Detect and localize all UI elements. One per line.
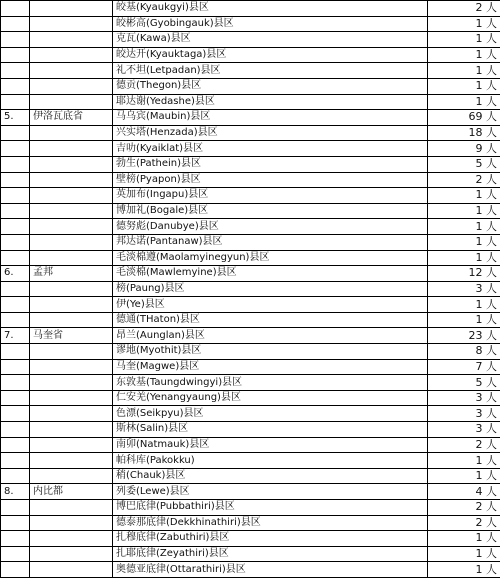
person-count-cell: 1 人 [428,312,500,328]
row-number-cell [1,422,30,438]
row-number-cell [1,312,30,328]
township-name-cell: 德通(THaton)县区 [113,312,428,328]
row-number-cell [1,344,30,360]
state-name-cell: 伊洛瓦底省 [30,110,113,126]
state-name-cell [30,500,113,516]
state-name-cell [30,141,113,157]
table-row [1,16,500,32]
township-name-cell: 皎基(Kyaukgyi)县区 [113,1,428,17]
row-number-cell [1,406,30,422]
state-name-cell [30,203,113,219]
state-name-cell: 马奎省 [30,328,113,344]
township-name-cell: 壁榜(Pyapon)县区 [113,172,428,188]
person-count-cell: 2 人 [428,1,500,17]
table-row [1,359,500,375]
township-name-cell: 耶达谢(Yedashe)县区 [113,94,428,110]
row-number-cell [1,1,30,17]
person-count-cell: 1 人 [428,297,500,313]
row-number-cell: 7. [1,328,30,344]
table-row [1,1,500,17]
table-row [1,375,500,391]
state-name-cell [30,453,113,469]
township-name-cell: 榜(Paung)县区 [113,281,428,297]
person-count-cell: 23 人 [428,328,500,344]
row-number-cell: 5. [1,110,30,126]
person-count-cell: 1 人 [428,32,500,48]
table-row [1,531,500,547]
township-name-cell: 帕科库(Pakokku) [113,453,428,469]
state-name-cell [30,297,113,313]
township-name-cell: 马奎(Magwe)县区 [113,359,428,375]
table-row [1,422,500,438]
township-name-cell: 列委(Lewe)县区 [113,484,428,500]
state-name-cell [30,531,113,547]
person-count-cell: 1 人 [428,234,500,250]
state-name-cell [30,406,113,422]
row-number-cell [1,141,30,157]
person-count-cell: 5 人 [428,156,500,172]
row-number-cell [1,63,30,79]
table-row [1,562,500,578]
person-count-cell: 7 人 [428,359,500,375]
person-count-cell: 69 人 [428,110,500,126]
row-number-cell [1,390,30,406]
township-name-cell: 扎穆底律(Zabuthiri)县区 [113,531,428,547]
table-row [1,453,500,469]
person-count-cell: 18 人 [428,125,500,141]
table-row [1,47,500,63]
row-number-cell: 8. [1,484,30,500]
row-number-cell [1,562,30,578]
township-name-cell: 稍(Chauk)县区 [113,468,428,484]
township-name-cell: 邦达诺(Pantanaw)县区 [113,234,428,250]
table-row [1,63,500,79]
state-name-cell: 内比都 [30,484,113,500]
township-name-cell: 勃生(Pathein)县区 [113,156,428,172]
row-number-cell [1,94,30,110]
row-number-cell [1,203,30,219]
state-name-cell [30,94,113,110]
township-name-cell: 英加布(Ingapu)县区 [113,188,428,204]
state-name-cell [30,422,113,438]
person-count-cell: 1 人 [428,63,500,79]
person-count-cell: 5 人 [428,375,500,391]
township-name-cell: 吉叻(Kyaiklat)县区 [113,141,428,157]
township-name-cell: 东敦基(Taungdwingyi)县区 [113,375,428,391]
state-name-cell [30,359,113,375]
table-row [1,125,500,141]
township-name-cell: 博巴底律(Pubbathiri)县区 [113,500,428,516]
row-number-cell [1,375,30,391]
township-name-cell: 兴实塔(Henzada)县区 [113,125,428,141]
township-name-cell: 皎彬高(Gyobingauk)县区 [113,16,428,32]
table-row [1,297,500,313]
township-name-cell: 克瓦(Kawa)县区 [113,32,428,48]
state-name-cell [30,312,113,328]
person-count-cell: 1 人 [428,562,500,578]
person-count-cell: 1 人 [428,219,500,235]
table-row [1,141,500,157]
table-row [1,344,500,360]
township-name-cell: 斯林(Salin)县区 [113,422,428,438]
township-name-cell: 色漂(Seikpyu)县区 [113,406,428,422]
township-name-cell: 南卯(Natmauk)县区 [113,437,428,453]
state-name-cell [30,250,113,266]
state-name-cell: 孟邦 [30,266,113,282]
person-count-cell: 1 人 [428,78,500,94]
row-number-cell [1,500,30,516]
township-name-cell: 仁安羌(Yenangyaung)县区 [113,390,428,406]
state-name-cell [30,281,113,297]
row-number-cell [1,125,30,141]
state-name-cell [30,546,113,562]
state-name-cell [30,125,113,141]
table-row [1,188,500,204]
township-name-cell: 奥德亚底律(Ottarathiri)县区 [113,562,428,578]
table-row [1,484,500,500]
row-number-cell: 6. [1,266,30,282]
state-name-cell [30,437,113,453]
person-count-cell: 2 人 [428,515,500,531]
row-number-cell [1,32,30,48]
person-count-cell: 1 人 [428,453,500,469]
table-row [1,390,500,406]
person-count-cell: 9 人 [428,141,500,157]
table-row [1,437,500,453]
township-name-cell: 博加礼(Bogale)县区 [113,203,428,219]
township-name-cell: 毛淡棉(Mawlemyine)县区 [113,266,428,282]
row-number-cell [1,531,30,547]
table-row [1,219,500,235]
state-name-cell [30,515,113,531]
person-count-cell: 2 人 [428,437,500,453]
table-row [1,172,500,188]
table-row [1,94,500,110]
township-name-cell: 德泰那底律(Dekkhinathiri)县区 [113,515,428,531]
township-name-cell: 扎耶底律(Zeyathiri)县区 [113,546,428,562]
table-row [1,500,500,516]
state-name-cell [30,47,113,63]
township-name-cell: 德贡(Thegon)县区 [113,78,428,94]
table-row [1,156,500,172]
row-number-cell [1,172,30,188]
row-number-cell [1,515,30,531]
person-count-cell: 1 人 [428,16,500,32]
row-number-cell [1,546,30,562]
township-name-cell: 礼不坦(Letpadan)县区 [113,63,428,79]
person-count-cell: 1 人 [428,531,500,547]
person-count-cell: 3 人 [428,406,500,422]
person-count-cell: 3 人 [428,390,500,406]
person-count-cell: 3 人 [428,281,500,297]
table-row [1,78,500,94]
township-name-cell: 谬地(Myothit)县区 [113,344,428,360]
table-row [1,234,500,250]
table-row [1,546,500,562]
township-name-cell: 马乌宾(Maubin)县区 [113,110,428,126]
person-count-cell: 1 人 [428,250,500,266]
state-name-cell [30,188,113,204]
state-name-cell [30,172,113,188]
state-name-cell [30,78,113,94]
row-number-cell [1,234,30,250]
person-count-cell: 2 人 [428,500,500,516]
table-row [1,32,500,48]
table-row [1,312,500,328]
row-number-cell [1,219,30,235]
row-number-cell [1,250,30,266]
row-number-cell [1,78,30,94]
row-number-cell [1,16,30,32]
township-name-cell: 德努彪(Danubye)县区 [113,219,428,235]
person-count-cell: 1 人 [428,47,500,63]
row-number-cell [1,297,30,313]
row-number-cell [1,156,30,172]
table-row [1,406,500,422]
person-count-cell: 1 人 [428,94,500,110]
table-row [1,468,500,484]
township-name-cell: 毛淡棉遵(Maolamyinegyun)县区 [113,250,428,266]
person-count-cell: 2 人 [428,172,500,188]
person-count-cell: 4 人 [428,484,500,500]
state-name-cell [30,63,113,79]
row-number-cell [1,468,30,484]
state-name-cell [30,375,113,391]
state-name-cell [30,562,113,578]
person-count-cell: 1 人 [428,188,500,204]
township-name-cell: 皎达开(Kyauktaga)县区 [113,47,428,63]
state-name-cell [30,156,113,172]
row-number-cell [1,281,30,297]
table-row [1,328,500,344]
township-name-cell: 伊(Ye)县区 [113,297,428,313]
person-count-cell: 1 人 [428,203,500,219]
state-name-cell [30,344,113,360]
row-number-cell [1,359,30,375]
table-row [1,281,500,297]
state-name-cell [30,16,113,32]
person-count-cell: 1 人 [428,468,500,484]
person-count-cell: 12 人 [428,266,500,282]
table-row [1,266,500,282]
state-name-cell [30,234,113,250]
row-number-cell [1,453,30,469]
person-count-cell: 8 人 [428,344,500,360]
state-name-cell [30,468,113,484]
table-row [1,515,500,531]
state-name-cell [30,32,113,48]
state-name-cell [30,219,113,235]
person-count-cell: 3 人 [428,422,500,438]
table-body [1,1,500,578]
row-number-cell [1,188,30,204]
table-row [1,110,500,126]
township-name-cell: 昂兰(Aunglan)县区 [113,328,428,344]
person-count-cell: 1 人 [428,546,500,562]
state-name-cell [30,1,113,17]
row-number-cell [1,47,30,63]
row-number-cell [1,437,30,453]
table-row [1,203,500,219]
table-row [1,250,500,266]
state-name-cell [30,390,113,406]
